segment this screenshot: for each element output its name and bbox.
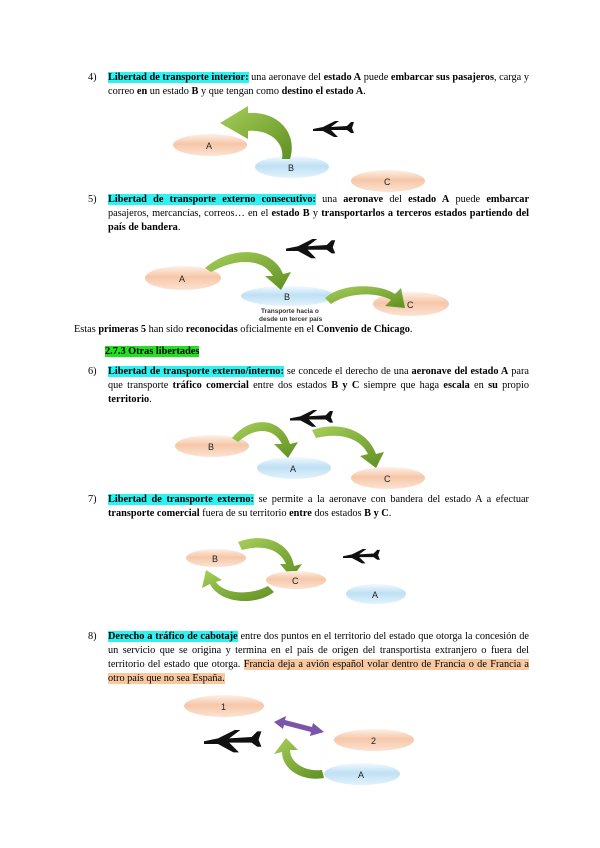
label-c: C: [384, 474, 391, 484]
item-6-text: Libertad de transporte externo/interno: se concede el derecho de una aeronave del estado A para que transporte tráfico comercial entre dos estados B y C siempre que haga escala en su propio territorio.: [108, 366, 530, 405]
curved-arrow-icon: [205, 252, 291, 290]
curved-arrow-icon: [274, 738, 324, 779]
label-c: C: [384, 177, 391, 187]
figure-6-diagram: [172, 408, 432, 493]
label-b: B: [212, 554, 219, 564]
item-4-text: Libertad de transporte interior: una aeronave del estado A puede embarcar sus pasajeros, carga y correo en un estado B y que tengan como destino el estado A.: [108, 72, 529, 97]
note-line-1: Transporte hacia o: [261, 308, 319, 315]
label-c: C: [292, 576, 299, 586]
airplane-icon: [204, 730, 261, 752]
figure-7-diagram: [178, 532, 418, 612]
label-a: A: [372, 590, 379, 600]
item-7-text: Libertad de transporte externo: se permite a la aeronave con bandera del estado A a efectuar transporte comercial fuera de su territorio entre dos estados B y C.: [108, 494, 529, 519]
item-4-number: 4): [88, 72, 97, 83]
label-a: A: [206, 141, 213, 151]
airplane-icon: [290, 410, 333, 427]
item-8-text: Derecho a tráfico de cabotaje entre dos puntos en el territorio del estado que otorga la concesión de un servicio que se origina y termina en el país de origen del transportista extranjero o fuera del territorio del estado que otorga. Francia deja a avión español volar dentro de Francia o de Francia a otro país que no sea España.: [108, 631, 530, 684]
item-7-number: 7): [88, 494, 97, 505]
label-1: 1: [221, 702, 227, 712]
label-b: B: [208, 442, 215, 452]
note-line-2: desde un tercer país: [259, 316, 323, 323]
item-5-text: Libertad de transporte externo consecutivo: una aeronave del estado A puede embarcar pasajeros, mercancías, correos… en el estado B y transportarlos a terceros estados partiendo del país de bandera.: [108, 194, 530, 233]
figure-5-diagram: [143, 234, 453, 324]
airplane-icon: [313, 121, 354, 137]
figure-4-diagram: [170, 103, 430, 193]
item-6-number: 6): [88, 366, 97, 377]
label-a: A: [290, 464, 297, 474]
chicago-note: Estas primeras 5 han sido reconocidas oficialmente en el Convenio de Chicago.: [74, 324, 413, 335]
label-c: C: [407, 300, 414, 310]
item-5-number: 5): [88, 194, 97, 205]
airplane-icon: [343, 549, 380, 563]
curved-arrow-icon: [325, 286, 405, 308]
curved-arrow-icon: [202, 570, 274, 601]
airplane-icon: [286, 239, 335, 258]
label-a: A: [358, 770, 365, 780]
double-arrow-icon: [274, 716, 324, 736]
section-heading: 2.7.3 Otras libertades: [105, 346, 200, 357]
label-a: A: [179, 274, 186, 284]
item-8-number: 8): [88, 631, 97, 642]
label-2: 2: [371, 736, 377, 746]
figure-8-diagram: [182, 690, 427, 790]
label-b: B: [284, 292, 291, 302]
label-b: B: [288, 163, 295, 173]
